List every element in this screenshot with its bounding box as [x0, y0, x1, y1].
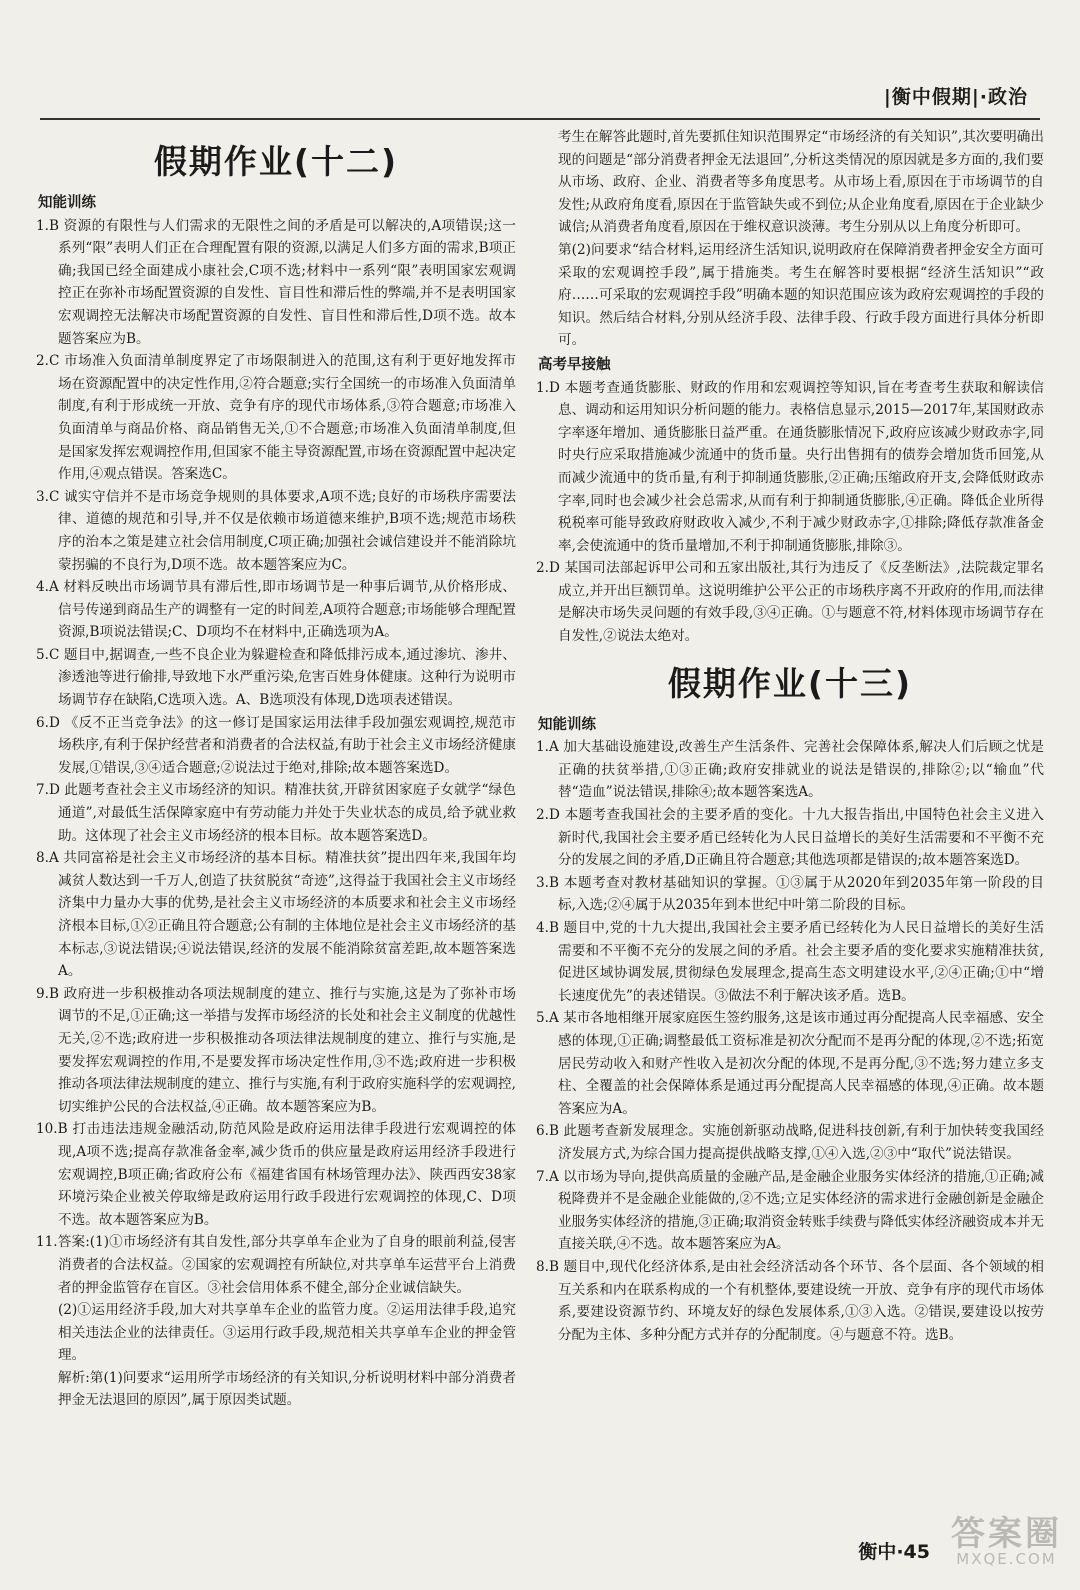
page-number: 衡中·45	[858, 1541, 930, 1563]
answer-item: 2.D 本题考查我国社会的主要矛盾的变化。十九大报告指出,中国特色社会主义进入新时代,我国社会主要矛盾已经转化为人民日益增长的美好生活需要和不平衡不充分的发展之间的矛盾,D正确且符合题意;其他选项都是错误的;故本题答案选D。	[536, 807, 1044, 869]
watermark-logo	[951, 1513, 1062, 1569]
answer-item: 5.C 题目中,据调查,一些不良企业为躲避检查和降低排污成本,通过渗坑、渗井、渗透池等进行偷排,导致地下水严重污染,危害百姓身体健康。这种行为说明市场调节存在缺陷,C选项入选。A、B选项没有体现,D选项表述错误。	[36, 646, 516, 709]
header-rule	[40, 118, 1040, 120]
left-column	[36, 126, 516, 1520]
answer-item: 9.B 政府进一步积极推动各项法规制度的建立、推行与实施,这是为了弥补市场调节的不足,①正确;这一举措与发挥市场经济的长处和社会主义制度的优越性无关,②不选;政府进一步积极推动各项法律法规制度的建立、推行与实施,是要发挥宏观调控的作用,不是要发挥市场决定性作用,③不选;政府进一步积极推动各项法律法规制度的建立、推行与实施,有利于政府实施科学的宏观调控,切实维护公民的合法权益,④正确。故本题答案应为B。	[36, 985, 516, 1115]
assignment-title-12: 假期作业(十二)	[153, 142, 399, 181]
page-header: |衡中假期|·政治	[883, 86, 1028, 108]
answer-item: 10.B 打击违法违规金融活动,防范风险是政府运用法律手段进行宏观调控的体现,A项不选;提高存款准备金率,减少货币的供应量是政府运用经济手段进行宏观调控,B项正确;省政府公布《福建省国有林场管理办法》、陕西西安38家环境污染企业被关停取缔是政府运用行政手段进行宏观调控的体现,C、D项不选。故本题答案应为B。	[36, 1121, 516, 1228]
answer-item: 8.A 共同富裕是社会主义市场经济的基本目标。精准扶贫”提出四年来,我国年均减贫人数达到一千万人,创造了扶贫脱贫“奇迹”,这得益于我国社会主义市场经济集中力量办大事的优势,是社会主义市场经济的本质要求和社会主义市场经济根本目标,①②正确且符合题意;公有制的主体地位是社会主义市场经济的基本标志,③说法错误;④说法错误,经济的发展不能消除贫富差距,故本题答案选A。	[36, 850, 516, 980]
section-heading: 知能训练	[38, 195, 96, 211]
answer-item: 4.A 材料反映出市场调节具有滞后性,即市场调节是一种事后调节,从价格形成、信号传递到商品生产的调整有一定的时间差,A项符合题意;市场能够合理配置资源,B项说法错误;C、D项均不在材料中,正确选项为A。	[36, 579, 516, 641]
section-heading: 高考早接触	[538, 356, 611, 373]
answer-item: 8.B 题目中,现代化经济体系,是由社会经济活动各个环节、各个层面、各个领域的相互关系和内在联系构成的一个有机整体,要建设统一开放、竞争有序的现代市场体系,要建设资源节约、环境友好的绿色发展体系,①③入选。②错误,要建设以按劳分配为主体、多种分配方式并存的分配制度。④与题意不符。选B。	[536, 1258, 1044, 1343]
watermark-text: 答案圈	[951, 1513, 1062, 1554]
answer-item: 5.A 某市各地相继开展家庭医生签约服务,这是该市通过再分配提高人民幸福感、安全感的体现,①正确;调整最低工资标准是初次分配而不是再分配的体现,②不选;拓宽居民劳动收入和财产性收入是初次分配的体现,不是再分配,③不选;努力建立多支柱、全覆盖的社会保障体系是通过再分配提高人民幸福感的体现,④正确。故本题答案应为A。	[536, 1010, 1044, 1117]
section-heading: 知能训练	[538, 716, 596, 733]
answer-item: 2.D 某国司法部起诉甲公司和五家出版社,其行为违反了《反垄断法》,法院裁定罪名成立,并开出巨额罚单。这说明维护公平公正的市场秩序离不开政府的作用,而法律是解决市场失灵问题的有效手段,③④正确。①与题意不符,材料体现市场调节存在自发性,②说法太绝对。	[536, 560, 1044, 645]
answer-paragraph: (2)①运用经济手段,加大对共享单车企业的监管力度。②运用法律手段,追究相关违法企业的法律责任。③运用行政手段,规范相关共享单车企业的押金管理。	[58, 1302, 516, 1364]
answer-item: 1.D 本题考查通货膨胀、财政的作用和宏观调控等知识,旨在考查考生获取和解读信息、调动和运用知识分析问题的能力。表格信息显示,2015—2017年,某国财政赤字率逐年增加、通货膨胀日益严重。在通货膨胀情况下,政府应该减少财政赤字,同时央行应采取措施减少流通中的货币量。央行出售拥有的债券会增加货币回笼,从而减少流通中的货币量,有利于抑制通货膨胀,②正确;压缩政府开支,会降低财政赤字率,同时也会减少社会总需求,从而有利于抑制通货膨胀,④正确。降低企业所得税税率可能导致政府财政收入减少,不利于减少财政赤字,①排除;降低存款准备金率,会使流通中的货币量增加,不利于抑制通货膨胀,排除③。	[536, 379, 1044, 554]
answer-item: 3.C 诚实守信并不是市场竞争规则的具体要求,A项不选;良好的市场秩序需要法律、道德的规范和引导,并不仅是依赖市场道德来维护,B项不选;规范市场秩序的治本之策是建立社会信用制度,C项正确;加强社会诚信建设并不能消除坑蒙拐骗的不良行为,D项不选。故本题答案应为C。	[36, 488, 516, 573]
answer-item: 7.A 以市场为导向,提供高质量的金融产品,是金融企业服务实体经济的措施,①正确;减税降费并不是金融企业能做的,②不选;立足实体经济的需求进行金融创新是金融企业服务实体经济的措施,③正确;取消资金转账手续费与降低实体经济融资成本并无直接关联,④不选。故本题答案应为A。	[536, 1168, 1044, 1253]
answer-item: 3.B 本题考查对教材基础知识的掌握。①③属于从2020年到2035年第一阶段的目标,入选;②④属于从2035年到本世纪中叶第二阶段的目标。	[536, 874, 1044, 914]
answer-paragraph: 考生在解答此题时,首先要抓住知识范围界定“市场经济的有关知识”,其次要明确出现的问题是“部分消费者押金无法退回”,分析这类情况的原因就是多方面的,我们要从市场、政府、企业、消费者等多角度思考。从市场上看,原因在于市场调节的自发性;从政府角度看,原因在于监管缺失或不到位;从企业角度看,原因在于企业缺少诚信;从消费者角度看,原因在于维权意识淡薄。考生分别从以上角度分析即可。	[558, 129, 1044, 236]
answer-item: 1.B 资源的有限性与人们需求的无限性之间的矛盾是可以解决的,A项错误;这一系列“限”表明人们正在合理配置有限的资源,以满足人们多方面的需求,B项正确;我国已经全面建成小康社会,C项不选;材料中一系列“限”表明国家宏观调控正在弥补市场配置资源的自发性、盲目性和滞后性的弊端,并不是表明国家宏观调控无法解决市场配置资源的自发性、盲目性和滞后性,D项不选。故本题答案应为B。	[36, 217, 516, 347]
answer-item: 1.A 加大基础设施建设,改善生产生活条件、完善社会保障体系,解决人们后顾之忧是正确的扶贫举措,①③正确;政府安排就业的说法是错误的,排除②;以“输血”代替“造血”说法错误,排除④;故本题答案选A。	[536, 739, 1044, 801]
answer-item: 6.D 《反不正当竞争法》的这一修订是国家运用法律手段加强宏观调控,规范市场秩序,有利于保护经营者和消费者的合法权益,有助于社会主义市场经济健康发展,①错误,③④适合题意;②说法过于绝对,排除;故本题答案选D。	[36, 714, 516, 776]
answer-item: 6.B 此题考查新发展理念。实施创新驱动战略,促进科技创新,有利于加快转变我国经济发展方式,为综合国力提高提供战略支撑,①④入选,②③中“取代”说法错误。	[536, 1123, 1044, 1162]
answer-item: 7.D 此题考查社会主义市场经济的知识。精准扶贫,开辟贫困家庭子女就学“绿色通道”,对最低生活保障家庭中有劳动能力并处于失业状态的成员,给予就业救助。这体现了社会主义市场经济的根本目标。故本题答案选D。	[36, 782, 516, 844]
answer-paragraph: 解析:第(1)问要求“运用所学市场经济的有关知识,分析说明材料中部分消费者押金无法退回的原因”,属于原因类试题。	[58, 1369, 516, 1409]
answer-item: 2.C 市场准入负面清单制度界定了市场限制进入的范围,这有利于更好地发挥市场在资源配置中的决定性作用,②符合题意;实行全国统一的市场准入负面清单制度,有利于形成统一开放、竞争有序的现代市场体系,③符合题意;市场准入负面清单与商品价格、商品销售无关,①不合题意;市场准入负面清单制度,但是国家发挥宏观调控作用,但国家不能主导资源配置,市场在资源配置中起决定作用,④观点错误。答案选C。	[36, 353, 516, 483]
right-column	[536, 126, 1044, 1520]
answer-paragraph: 第(2)问要求“结合材料,运用经济生活知识,说明政府在保障消费者押金安全方面可采取的宏观调控手段”,属于措施类。考生在解答时要根据“经济生活知识”“政府……可采取的宏观调控手段”明确本题的知识范围应该为政府宏观调控的手段的知识。然后结合材料,分别从经济手段、法律手段、行政手段方面进行具体分析即可。	[558, 241, 1044, 349]
answer-item: 4.B 题目中,党的十九大提出,我国社会主要矛盾已经转化为人民日益增长的美好生活需要和不平衡不充分的发展之间的矛盾。社会主要矛盾的变化要求实施精准扶贫,促进区域协调发展,贯彻绿色发展理念,提高生态文明建设水平,②④正确;①中“增长速度优先”的表述错误。③做法不利于解决该矛盾。选B。	[536, 920, 1044, 1004]
answer-item: 11.答案:(1)①市场经济有其自发性,部分共享单车企业为了自身的眼前利益,侵害消费者的合法权益。②国家的宏观调控有所缺位,对共享单车运营平台上消费者的押金监管存在盲区。③社会信用体系不健全,部分企业诚信缺失。	[36, 1234, 516, 1296]
watermark-url: MXQE.COM	[956, 1550, 1057, 1569]
assignment-title-13: 假期作业(十三)	[667, 663, 913, 703]
